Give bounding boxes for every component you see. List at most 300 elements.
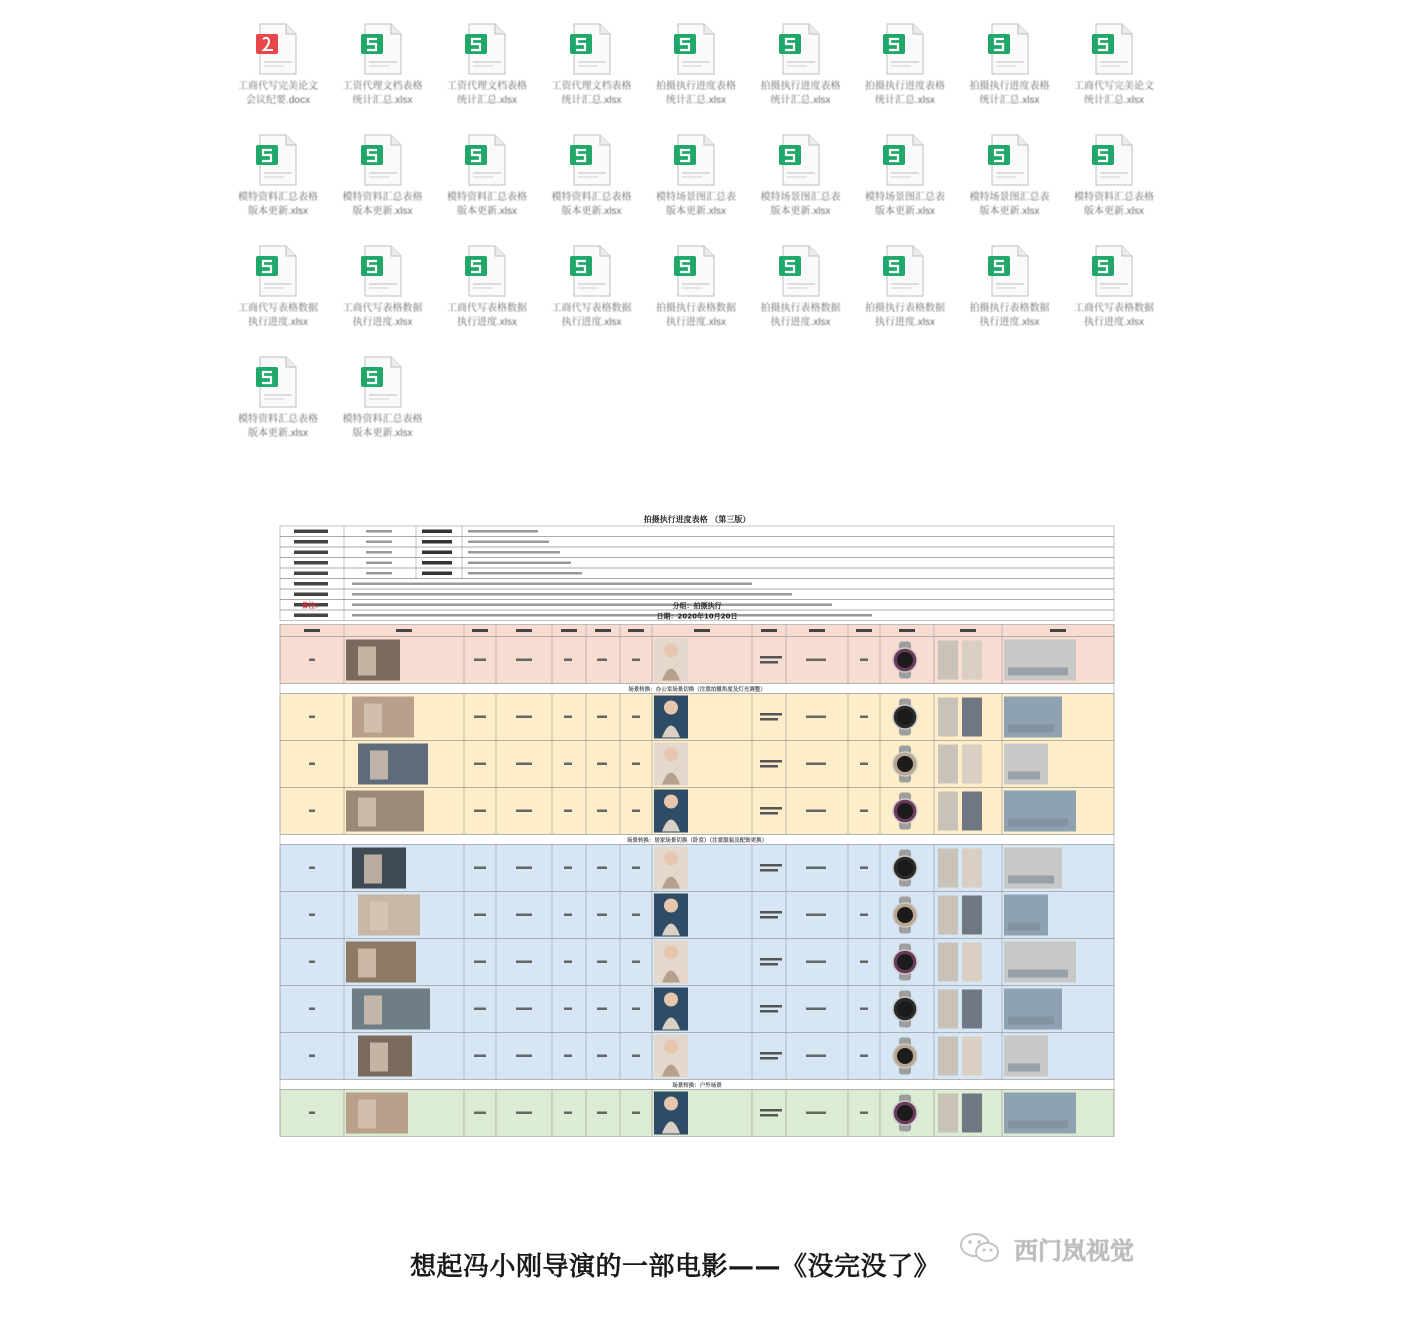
watch-face [897, 860, 913, 876]
cell-text [597, 1008, 607, 1011]
column-header-label [516, 629, 532, 632]
file-item[interactable] [749, 236, 853, 344]
outfit-photo [938, 745, 958, 784]
file-name-extension: 执行进度.xlsx [770, 317, 831, 328]
file-item[interactable] [1062, 125, 1166, 233]
cell-text [860, 716, 868, 719]
file-name [646, 302, 746, 330]
file-item[interactable] [331, 125, 435, 233]
location-photo-detail [1008, 725, 1054, 733]
file-name-line: 模特资料汇总表格 [1074, 192, 1154, 203]
spreadsheet-file-icon [359, 133, 405, 187]
file-name [542, 302, 642, 330]
outfit-photo [962, 1094, 982, 1133]
file-name [855, 191, 955, 219]
scene-photo-detail [364, 996, 382, 1025]
outfit-photo [962, 745, 982, 784]
file-name [751, 302, 851, 330]
info-value-bar [366, 562, 392, 565]
file-name [646, 80, 746, 108]
file-name-extension: 版本更新.xlsx [352, 428, 413, 439]
file-item[interactable] [435, 14, 539, 122]
spreadsheet-file-icon [463, 133, 509, 187]
section-label: 分组：拍摄执行 [672, 602, 722, 610]
cell-text [806, 1055, 826, 1058]
model-photo-face [664, 1097, 678, 1111]
file-name-extension: 版本更新.xlsx [666, 206, 726, 217]
cell-text [564, 1112, 572, 1115]
info-value-bar [352, 614, 872, 617]
info-value-bar [468, 562, 571, 565]
cell-text [309, 659, 315, 662]
cell-text [806, 867, 826, 870]
file-name-extension: 统计汇总.xlsx [457, 95, 517, 106]
location-photo-detail [1008, 876, 1054, 884]
file-item[interactable] [435, 236, 539, 344]
file-item[interactable] [1062, 236, 1166, 344]
file-item[interactable] [853, 125, 957, 233]
file-name-line: 拍摄执行表格数据 [656, 303, 736, 314]
cell-text [597, 1055, 607, 1058]
notes-label: 备注： [301, 601, 323, 610]
file-name-line: 模特资料汇总表格 [447, 192, 527, 203]
cell-text [597, 810, 607, 813]
file-name-extension: 执行进度.xlsx [352, 317, 413, 328]
file-item[interactable] [226, 236, 330, 344]
file-name-line: 拍摄执行进度表格 [969, 81, 1050, 92]
info-value-bar [352, 604, 832, 607]
model-photo-face [664, 748, 678, 762]
info-value-bar [468, 541, 549, 544]
scene-photo-detail [370, 902, 388, 931]
file-name-extension: 执行进度.xlsx [666, 317, 726, 328]
file-item[interactable] [644, 125, 748, 233]
scene-photo-detail [364, 704, 382, 733]
spreadsheet-file-icon [359, 22, 405, 76]
watch-face [897, 907, 913, 923]
cell-text [860, 867, 868, 870]
info-label-bar [422, 572, 452, 576]
column-header-label [304, 629, 320, 632]
cell-text [632, 659, 640, 662]
file-item[interactable] [226, 125, 330, 233]
group-caption: 场景转换：户外场景 [672, 1083, 722, 1089]
file-name-line: 工商代写完美论文 [1074, 81, 1154, 92]
file-item[interactable] [331, 236, 435, 344]
file-name [437, 80, 537, 108]
cell-text [760, 1114, 778, 1117]
cell-text [806, 1112, 826, 1115]
cell-text [632, 867, 640, 870]
location-photo-detail [1008, 1121, 1068, 1129]
model-photo-face [664, 795, 678, 809]
cell-text [632, 763, 640, 766]
table-row [280, 637, 1114, 684]
watermark [958, 1228, 1134, 1268]
cell-text [474, 867, 486, 870]
outfit-photo [962, 990, 982, 1029]
scene-photo [346, 942, 416, 983]
cell-text [760, 1057, 778, 1060]
outfit-photo [938, 1094, 958, 1133]
file-name-extension: 统计汇总.xlsx [1084, 95, 1144, 106]
file-name-line: 拍摄执行进度表格 [656, 81, 736, 92]
file-name-line: 拍摄执行进度表格 [865, 81, 945, 92]
cell-text [564, 810, 572, 813]
file-item[interactable] [1062, 14, 1166, 122]
cell-text [564, 716, 572, 719]
info-label-bar [422, 540, 452, 544]
cell-text [760, 1005, 782, 1008]
outfit-photo [938, 1037, 958, 1076]
cell-text [760, 765, 778, 768]
watch-face [897, 756, 913, 772]
cell-text [632, 810, 640, 813]
info-label-bar [294, 530, 328, 534]
info-value-bar [352, 583, 752, 586]
watch-face [897, 1001, 913, 1017]
cell-text [309, 763, 315, 766]
cell-text [474, 914, 486, 917]
cell-text [309, 1055, 315, 1058]
column-header-label [561, 629, 577, 632]
watch-face [897, 803, 913, 819]
spreadsheet-file-icon [672, 244, 718, 298]
file-name [333, 302, 433, 330]
file-name [1064, 302, 1164, 330]
outfit-photo [938, 849, 958, 888]
info-value-bar [366, 572, 392, 575]
info-label-bar [294, 582, 328, 586]
cell-text [860, 1055, 868, 1058]
column-header-label [960, 629, 976, 632]
outfit-photo [938, 792, 958, 831]
cell-text [632, 1112, 640, 1115]
file-name-line: 工资代理文档表格 [342, 81, 423, 92]
outfit-photo [938, 943, 958, 982]
cell-text [760, 869, 778, 872]
file-name [960, 302, 1060, 330]
spreadsheet-file-icon [881, 244, 927, 298]
file-name-line: 模特资料汇总表格 [342, 192, 423, 203]
outfit-photo [938, 698, 958, 737]
location-photo-detail [1008, 923, 1040, 931]
spreadsheet-file-icon [986, 244, 1032, 298]
spreadsheet-preview [276, 512, 1118, 1158]
file-name-line: 工资代理文档表格 [551, 81, 632, 92]
wechat-icon [958, 1230, 1002, 1266]
file-name [1064, 191, 1164, 219]
file-item[interactable] [540, 14, 644, 122]
file-name [1064, 80, 1164, 108]
column-header-label [472, 629, 488, 632]
cell-text [860, 1008, 868, 1011]
info-value-bar [468, 551, 560, 554]
file-name-extension: 执行进度.xlsx [561, 317, 622, 328]
cell-text [760, 807, 782, 810]
column-header-label [761, 629, 777, 632]
file-name [333, 413, 433, 441]
outfit-photo [962, 1037, 982, 1076]
cell-text [760, 713, 782, 716]
cell-text [860, 810, 868, 813]
outfit-photo [938, 990, 958, 1029]
file-name-line: 模特资料汇总表格 [238, 192, 318, 203]
scene-photo [358, 744, 428, 785]
cell-text [309, 1008, 315, 1011]
spreadsheet-file-icon [1090, 133, 1136, 187]
spreadsheet-file-icon [1090, 244, 1136, 298]
cell-text [597, 659, 607, 662]
file-name-extension: 统计汇总.xlsx [352, 95, 413, 106]
cell-text [760, 958, 782, 961]
location-photo-detail [1008, 970, 1068, 978]
cell-text [564, 914, 572, 917]
file-name-line: 拍摄执行表格数据 [865, 303, 945, 314]
file-name-line: 拍摄执行表格数据 [969, 303, 1050, 314]
file-item[interactable] [644, 14, 748, 122]
cell-text [516, 914, 532, 917]
spreadsheet-file-icon [359, 355, 405, 409]
model-photo-face [664, 993, 678, 1007]
file-name-extension: 统计汇总.xlsx [666, 95, 726, 106]
spreadsheet-file-icon [254, 355, 300, 409]
file-name [960, 191, 1060, 219]
file-item[interactable] [435, 125, 539, 233]
file-item[interactable] [331, 14, 435, 122]
scene-photo [352, 697, 414, 738]
cell-text [860, 659, 868, 662]
cell-text [860, 914, 868, 917]
cell-text [516, 763, 532, 766]
model-photo-face [664, 899, 678, 913]
file-name-extension: 统计汇总.xlsx [561, 95, 622, 106]
file-name-extension: 版本更新.xlsx [875, 206, 935, 217]
watch-face [897, 1105, 913, 1121]
cell-text [516, 810, 532, 813]
cell-text [474, 1112, 486, 1115]
file-name-line: 模特场景图汇总表 [760, 192, 841, 203]
info-value-bar [366, 541, 392, 544]
file-name-line: 模特资料汇总表格 [551, 192, 632, 203]
cell-text [760, 760, 782, 763]
cell-text [597, 716, 607, 719]
cell-text [806, 914, 826, 917]
cell-text [474, 659, 486, 662]
cell-text [760, 963, 778, 966]
cell-text [516, 1112, 532, 1115]
column-header-label [396, 629, 412, 632]
cell-text [760, 812, 778, 815]
cell-text [632, 1055, 640, 1058]
file-item[interactable] [958, 236, 1062, 344]
spreadsheet-file-icon [254, 133, 300, 187]
cell-text [760, 656, 782, 659]
column-header-label [1050, 629, 1066, 632]
file-name-line: 工商代写表格数据 [447, 303, 527, 314]
scene-photo-detail [358, 798, 376, 827]
info-label-bar [294, 593, 328, 597]
cell-text [309, 716, 315, 719]
cell-text [516, 716, 532, 719]
cell-text [564, 659, 572, 662]
model-photo-face [664, 701, 678, 715]
file-item[interactable] [958, 14, 1062, 122]
cell-text [760, 718, 778, 721]
cell-text [806, 659, 826, 662]
scene-photo [346, 791, 424, 832]
sheet-title: 拍摄执行进度表格 （第三版） [643, 515, 751, 524]
file-name [646, 191, 746, 219]
cell-text [516, 659, 532, 662]
scene-photo [358, 895, 420, 936]
caption-text: 想起冯小刚导演的一部电影——《没完没了》 [410, 1252, 941, 1282]
file-item[interactable] [644, 236, 748, 344]
info-label-bar [294, 572, 328, 576]
file-name [751, 191, 851, 219]
spreadsheet-screenshot [276, 512, 1118, 1158]
spreadsheet-file-icon [254, 244, 300, 298]
watch-face [897, 709, 913, 725]
info-value-bar [468, 530, 538, 533]
spreadsheet-file-icon [672, 22, 718, 76]
outfit-photo [962, 698, 982, 737]
pdf-file-icon [254, 22, 300, 76]
cell-text [474, 961, 486, 964]
file-name [751, 80, 851, 108]
outfit-photo [962, 849, 982, 888]
spreadsheet-file-icon [568, 22, 614, 76]
file-name-line: 工商代写表格数据 [1074, 303, 1154, 314]
cell-text [309, 1112, 315, 1115]
file-item[interactable] [853, 14, 957, 122]
file-item[interactable] [540, 125, 644, 233]
file-name [228, 191, 328, 219]
location-photo-detail [1008, 819, 1068, 827]
file-name [437, 191, 537, 219]
file-name-line: 工商代写表格数据 [238, 303, 318, 314]
file-name-line: 模特资料汇总表格 [238, 414, 318, 425]
file-name-line: 模特场景图汇总表 [969, 192, 1050, 203]
file-item[interactable] [958, 125, 1062, 233]
model-photo-face [664, 644, 678, 658]
cell-text [760, 661, 778, 664]
cell-text [564, 763, 572, 766]
spreadsheet-file-icon [881, 133, 927, 187]
file-item[interactable] [540, 236, 644, 344]
location-photo-detail [1008, 1017, 1054, 1025]
spreadsheet-file-icon [777, 133, 823, 187]
column-header-label [694, 629, 710, 632]
cell-text [760, 864, 782, 867]
file-name-extension: 版本更新.xlsx [457, 206, 517, 217]
file-item[interactable] [226, 14, 330, 122]
file-name-line: 拍摄执行进度表格 [760, 81, 841, 92]
location-photo-detail [1008, 1064, 1040, 1072]
file-item[interactable] [226, 347, 330, 455]
info-label-bar [294, 551, 328, 555]
file-name-line: 模特场景图汇总表 [656, 192, 736, 203]
cell-text [564, 1055, 572, 1058]
info-label-bar [294, 614, 328, 618]
spreadsheet-file-icon [881, 22, 927, 76]
cell-text [474, 1008, 486, 1011]
file-item[interactable] [749, 125, 853, 233]
file-item[interactable] [749, 14, 853, 122]
file-name-extension: 版本更新.xlsx [979, 206, 1040, 217]
scene-photo-detail [358, 1100, 376, 1129]
file-name [960, 80, 1060, 108]
cell-text [516, 1055, 532, 1058]
file-name [333, 80, 433, 108]
file-name [542, 80, 642, 108]
file-name-line: 工资代理文档表格 [447, 81, 527, 92]
spreadsheet-file-icon [463, 244, 509, 298]
file-item[interactable] [853, 236, 957, 344]
file-name-line: 模特场景图汇总表 [865, 192, 945, 203]
scene-photo-detail [358, 647, 376, 676]
group-caption: 场景转换：办公室场景切换（注意拍摄角度及灯光调整） [628, 687, 766, 693]
info-value-bar [352, 593, 792, 596]
cell-text [860, 763, 868, 766]
file-name-extension: 版本更新.xlsx [561, 206, 622, 217]
cell-text [309, 961, 315, 964]
spreadsheet-file-icon [359, 244, 405, 298]
cell-text [597, 867, 607, 870]
file-name-line: 工商代写表格数据 [551, 303, 632, 314]
file-item[interactable] [331, 347, 435, 455]
cell-text [760, 916, 778, 919]
outfit-photo [962, 792, 982, 831]
cell-text [474, 763, 486, 766]
file-name-extension: 会议纪要.docx [246, 95, 310, 106]
watermark-text: 西门岚视觉 [1014, 1236, 1134, 1265]
file-name [228, 302, 328, 330]
cell-text [806, 716, 826, 719]
file-name-extension: 版本更新.xlsx [352, 206, 413, 217]
spreadsheet-file-icon [1090, 22, 1136, 76]
spreadsheet-file-icon [986, 133, 1032, 187]
scene-photo-detail [370, 1043, 388, 1072]
cell-text [564, 867, 572, 870]
outfit-photo [962, 641, 982, 680]
file-name [333, 191, 433, 219]
watch-face [897, 652, 913, 668]
date-label: 日期：2020年10月20日 [656, 612, 738, 621]
outfit-photo [938, 896, 958, 935]
info-label-bar [294, 540, 328, 544]
cell-text [597, 1112, 607, 1115]
cell-text [632, 716, 640, 719]
spreadsheet-file-icon [777, 22, 823, 76]
cell-text [860, 961, 868, 964]
file-grid [226, 14, 1166, 454]
info-label-bar [294, 561, 328, 565]
scene-photo [352, 989, 430, 1030]
outfit-photo [962, 896, 982, 935]
info-value-bar [366, 530, 392, 533]
cell-text [309, 810, 315, 813]
group-caption: 场景转换：居家场景切换（卧室）（注意服装及配饰更换） [626, 838, 768, 844]
info-value-bar [468, 572, 582, 575]
model-photo-face [664, 1040, 678, 1054]
file-name-extension: 执行进度.xlsx [1084, 317, 1144, 328]
cell-text [760, 1109, 782, 1112]
file-name-extension: 执行进度.xlsx [457, 317, 517, 328]
cell-text [564, 961, 572, 964]
scene-photo-detail [358, 949, 376, 978]
file-name-extension: 版本更新.xlsx [1084, 206, 1144, 217]
